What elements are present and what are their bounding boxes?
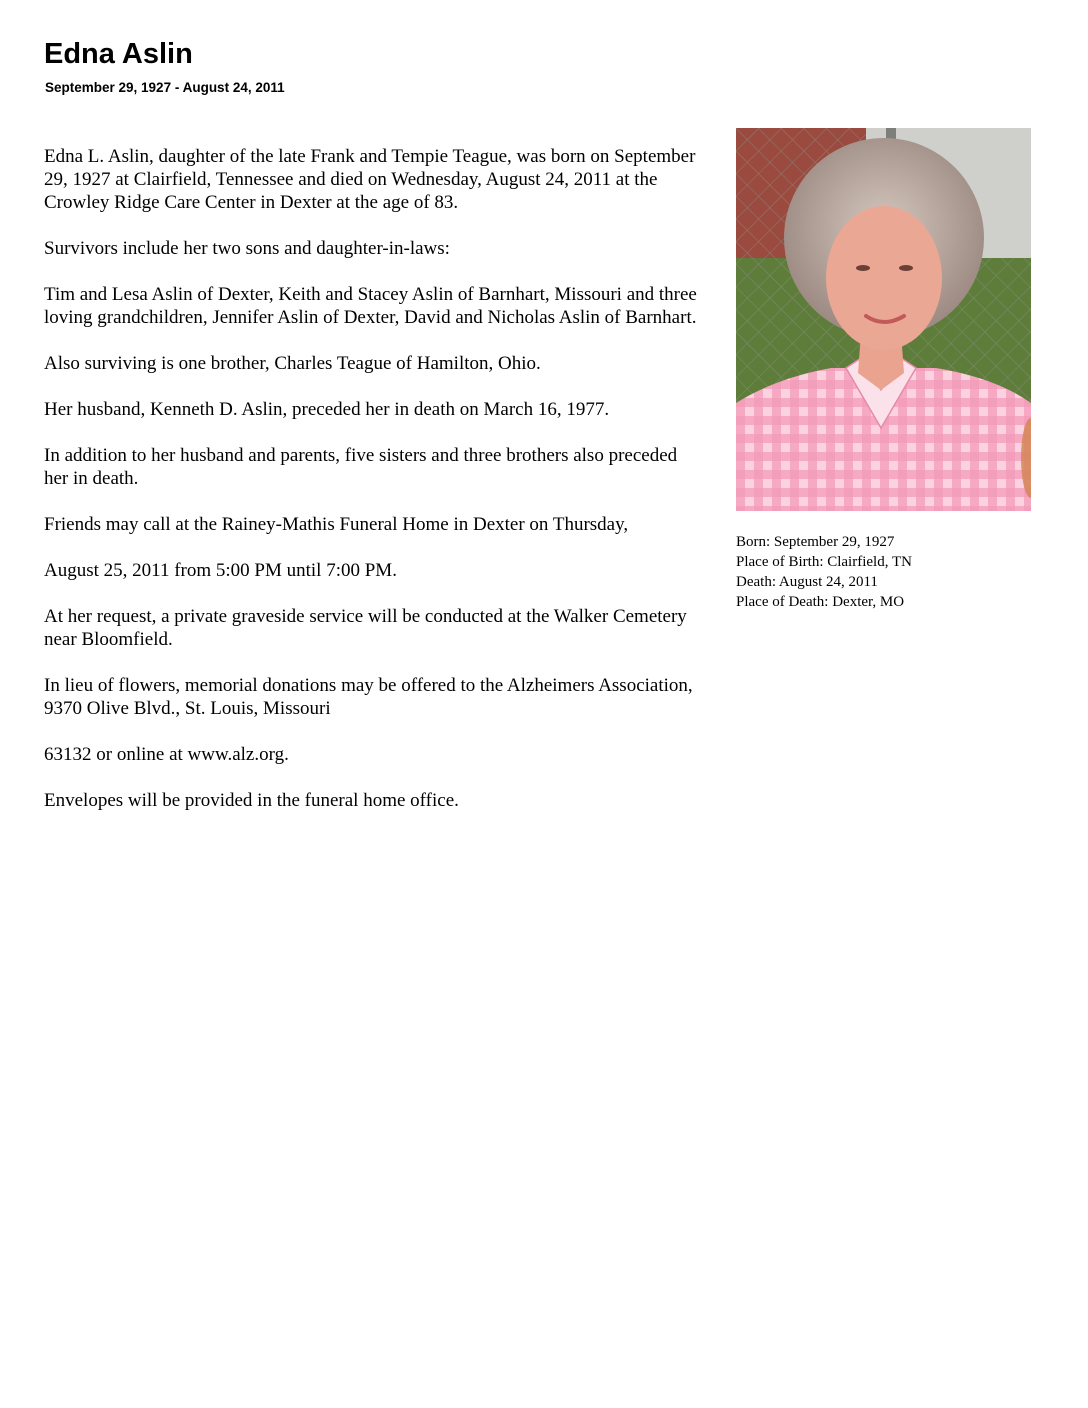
death-fact: Death: August 24, 2011: [736, 574, 878, 590]
obituary-paragraph: Survivors include her two sons and daughter-in-laws:: [44, 238, 450, 259]
vital-facts: [736, 532, 912, 612]
obituary-paragraph: At her request, a private graveside service will be conducted at the Walker Cemetery near Bloomfield.: [44, 606, 687, 650]
place-of-birth-fact: Place of Birth: Clairfield, TN: [736, 554, 912, 570]
page-title: Edna Aslin: [44, 38, 193, 70]
obituary-paragraph: Friends may call at the Rainey-Mathis Funeral Home in Dexter on Thursday,: [44, 514, 629, 535]
place-of-death-fact: Place of Death: Dexter, MO: [736, 594, 905, 610]
born-fact: Born: September 29, 1927: [736, 534, 895, 550]
obituary-paragraph: Tim and Lesa Aslin of Dexter, Keith and Stacey Aslin of Barnhart, Missouri and three loving grandchildren, Jennifer Aslin of Dexter, David and Nicholas Aslin of Barnhart.: [44, 284, 697, 328]
obituary-paragraph: In lieu of flowers, memorial donations may be offered to the Alzheimers Association, 9370 Olive Blvd., St. Louis, Missouri: [44, 675, 693, 719]
obituary-paragraph: Edna L. Aslin, daughter of the late Frank and Tempie Teague, was born on September 29, 1927 at Clairfield, Tennessee and died on Wednesday, August 24, 2011 at the Crowley Ridge Care Center in Dexter at the age of 83.: [44, 146, 696, 213]
obituary-paragraph: In addition to her husband and parents, five sisters and three brothers also preceded her in death.: [44, 445, 678, 489]
obituary-paragraph: 63132 or online at www.alz.org.: [44, 744, 289, 765]
obituary-text: [44, 145, 704, 835]
life-dates: September 29, 1927 - August 24, 2011: [45, 80, 285, 95]
obituary-paragraph: Also surviving is one brother, Charles Teague of Hamilton, Ohio.: [44, 353, 541, 374]
portrait-photo: [736, 128, 1031, 511]
obituary-paragraph: Envelopes will be provided in the funeral home office.: [44, 790, 459, 811]
obituary-paragraph: Her husband, Kenneth D. Aslin, preceded her in death on March 16, 1977.: [44, 399, 610, 420]
obituary-paragraph: August 25, 2011 from 5:00 PM until 7:00 PM.: [44, 560, 397, 581]
